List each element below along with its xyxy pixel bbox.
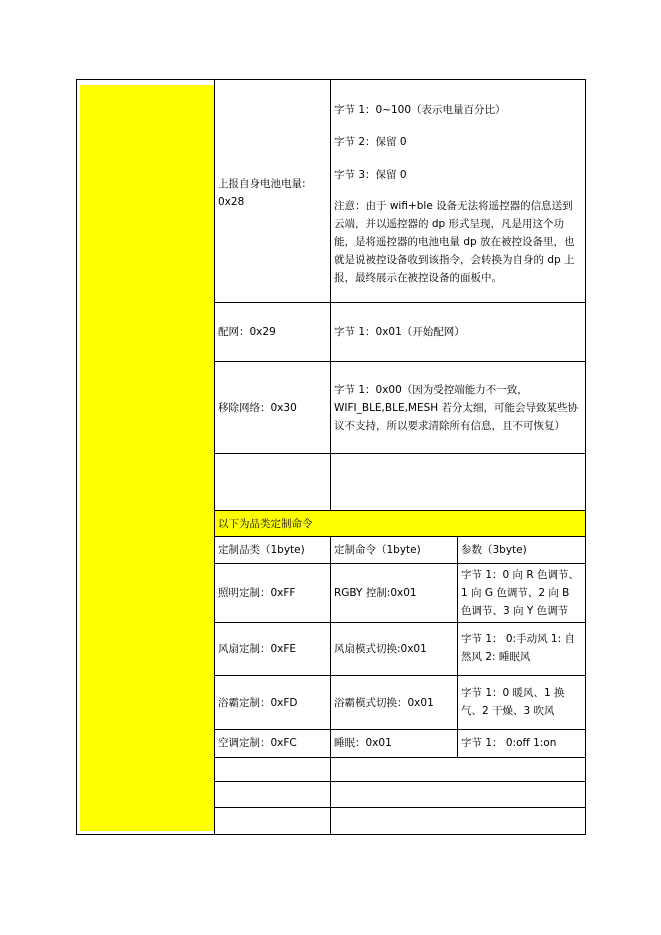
- col-divider-1: [214, 79, 215, 835]
- category-header: 定制品类（1byte): [218, 544, 305, 556]
- ac-category: 空调定制：0xFC: [218, 737, 297, 749]
- lighting-params: 字节 1：0 向 R 色调节、1 向 G 色调节、2 向 B 色调节、3 向 Y 色调节: [461, 569, 580, 617]
- row-divider: [214, 563, 586, 564]
- battery-param-3: 字节 3：保留 0: [334, 169, 407, 181]
- command-header: 定制命令（1byte): [334, 544, 421, 556]
- ac-params: 字节 1： 0:off 1:on: [461, 737, 557, 749]
- bath-command: 浴霸模式切换：0x01: [334, 697, 434, 709]
- lighting-category: 照明定制：0xFF: [218, 587, 296, 599]
- row-divider: [214, 729, 586, 730]
- remove-label: 移除网络：0x30: [218, 402, 297, 414]
- bath-params: 字节 1：0 暖风、1 换气、2 干燥、3 吹风: [461, 687, 565, 717]
- battery-code: 0x28: [218, 196, 245, 208]
- fan-command: 风扇模式切换:0x01: [334, 643, 427, 655]
- category-section-title: 以下为品类定制命令: [218, 518, 313, 530]
- ac-command: 睡眠：0x01: [334, 737, 392, 749]
- battery-label: 上报自身电池电量:: [218, 178, 306, 190]
- col-divider-2-lower: [330, 536, 331, 835]
- row-divider: [214, 361, 586, 362]
- table-frame: [76, 79, 586, 835]
- row-divider: [214, 453, 586, 454]
- battery-param-2: 字节 2：保留 0: [334, 136, 407, 148]
- network-param: 字节 1：0x01（开始配网）: [334, 326, 465, 338]
- fan-category: 风扇定制：0xFE: [218, 643, 297, 655]
- row-divider: [214, 675, 586, 676]
- row-divider: [214, 781, 586, 782]
- row-divider: [214, 510, 586, 511]
- battery-param-1: 字节 1：0~100（表示电量百分比）: [334, 104, 506, 116]
- bath-category: 浴霸定制：0xFD: [218, 697, 298, 709]
- lighting-command: RGBY 控制:0x01: [334, 587, 417, 599]
- row-divider: [214, 302, 586, 303]
- params-header: 参数（3byte): [461, 544, 527, 556]
- col-divider-2-upper: [330, 79, 331, 511]
- remove-param: 字节 1：0x00（因为受控端能力不一致，WIFI_BLE,BLE,MESH 若分太细，可能会导致某些协议不支持，所以要求清除所有信息，且不可恢复）: [334, 384, 579, 432]
- row-divider: [214, 622, 586, 623]
- fan-params: 字节 1： 0:手动风 1: 自然风 2: 睡眠风: [461, 633, 575, 663]
- row-divider: [214, 807, 586, 808]
- row-divider: [214, 536, 586, 537]
- battery-note: 注意：由于 wifi+ble 设备无法将遥控器的信息送到云端，并以遥控器的 dp 形式呈现，凡是用这个功能，是将遥控器的电池电量 dp 放在被控设备里，也就是说被控设备收到该指令，会转换为自身的 dp 上报，最终展示在被控设备的面板中。: [334, 200, 575, 284]
- col-divider-3: [457, 536, 458, 757]
- network-label: 配网：0x29: [218, 326, 276, 338]
- row-divider: [214, 757, 586, 758]
